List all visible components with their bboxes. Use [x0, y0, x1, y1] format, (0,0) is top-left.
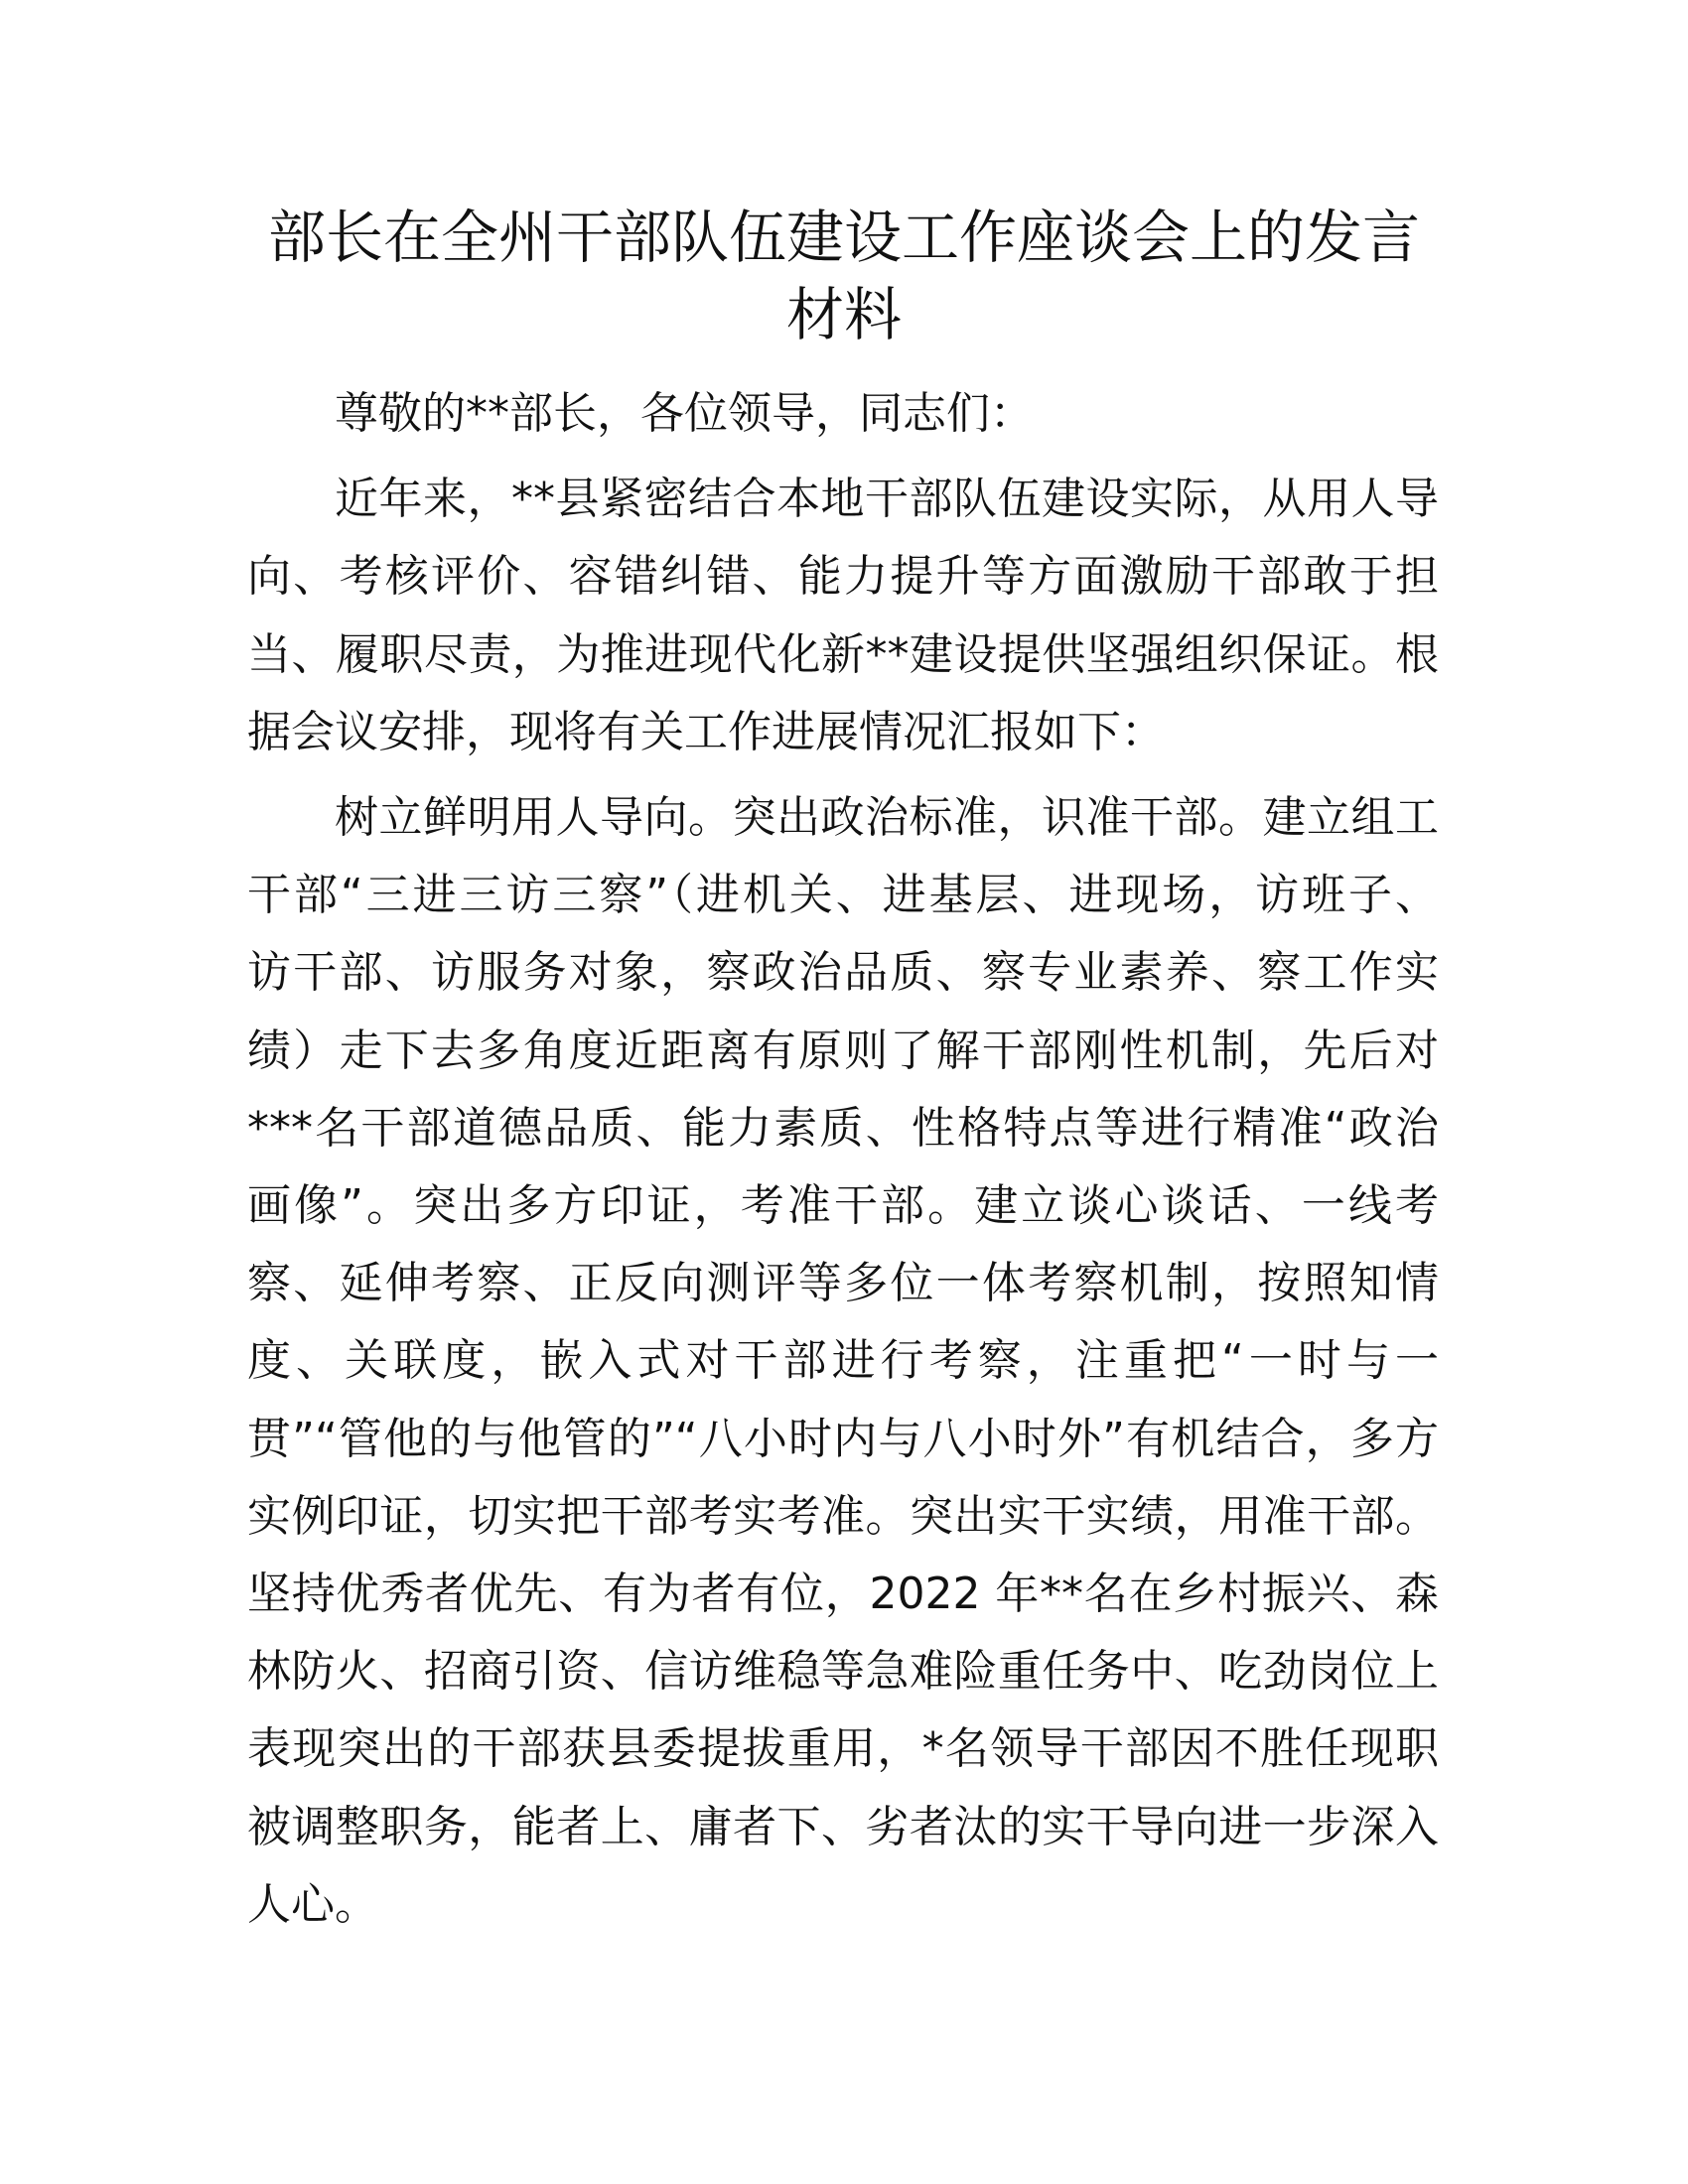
paragraph-line: 度、关联度，嵌入式对干部进行考察，注重把“一时与一	[247, 1335, 1439, 1387]
paragraph-line: 贯”“管他的与他管的”“八小时内与八小时外”有机结合，多方	[247, 1413, 1439, 1464]
title-line-2: 材料	[785, 281, 902, 348]
greeting-paragraph	[247, 375, 1439, 453]
paragraph-line: 树立鲜明用人导向。突出政治标准，识准干部。建立组工	[335, 792, 1439, 844]
paragraph-line: 坚持优秀者优先、有为者有位，2022 年**名在乡村振兴、森	[247, 1569, 1439, 1620]
paragraph-line: 绩）走下去多角度近距离有原则了解干部刚性机制，先后对	[247, 1024, 1439, 1076]
paragraph-line: 向、考核评价、容错纠错、能力提升等方面激励干部敢于担	[247, 551, 1439, 603]
paragraph-line: 人心。	[247, 1878, 378, 1930]
greeting-line: 尊敬的**部长，各位领导，同志们：	[335, 388, 1034, 439]
paragraph-line: 访干部、访服务对象，察政治品质、察专业素养、察工作实	[247, 947, 1439, 999]
paragraph-line: 据会议安排，现将有关工作进展情况汇报如下：	[247, 706, 1165, 757]
paragraph-line: 察、延伸考察、正反向测评等多位一体考察机制，按照知情	[247, 1258, 1439, 1309]
paragraph-line: 近年来，**县紧密结合本地干部队伍建设实际，从用人导	[335, 474, 1439, 525]
title-line-1: 部长在全州干部队伍建设工作座谈会上的发言	[267, 204, 1420, 271]
paragraph-line: 被调整职务，能者上、庸者下、劣者汰的实干导向进一步深入	[247, 1801, 1439, 1852]
paragraph-line: 表现突出的干部获县委提拔重用，*名领导干部因不胜任现职	[247, 1723, 1439, 1775]
paragraph-line: 林防火、招商引资、信访维稳等急难险重任务中、吃劲岗位上	[247, 1646, 1439, 1698]
paragraph-line: 干部“三进三访三察”（进机关、进基层、进现场，访班子、	[247, 870, 1439, 921]
paragraph-line: 实例印证，切实把干部考实考准。突出实干实绩，用准干部。	[247, 1490, 1439, 1542]
paragraph-line: 画像”。突出多方印证，考准干部。建立谈心谈话、一线考	[247, 1180, 1439, 1232]
intro-paragraph	[247, 461, 1439, 771]
paragraph-line: ***名干部道德品质、能力素质、性格特点等进行精准“政治	[247, 1102, 1439, 1154]
paragraph-line: 当、履职尽责，为推进现代化新**建设提供坚强组织保证。根	[247, 628, 1439, 680]
document-body	[247, 375, 1439, 1944]
document-title	[228, 199, 1460, 353]
body-paragraph	[247, 779, 1439, 1944]
